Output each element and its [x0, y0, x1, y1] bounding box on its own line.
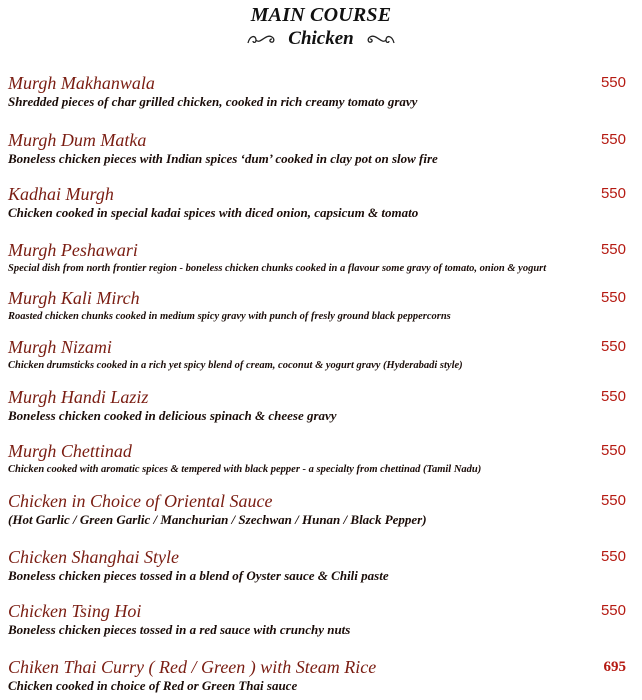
menu-item [8, 657, 634, 694]
item-name: Murgh Handi Laziz [8, 387, 149, 407]
item-price: 550 [600, 492, 626, 509]
item-description: Chicken drumsticks cooked in a rich yet spicy blend of cream, coconut & yogurt gravy (Hyderabadi style) [8, 360, 463, 371]
item-name: Murgh Peshawari [8, 240, 138, 260]
item-description: Special dish from north frontier region - boneless chicken chunks cooked in a flavour some gravy of tomato, onion & yogurt [8, 263, 547, 274]
item-name: Chicken Tsing Hoi [8, 601, 142, 621]
item-description: Boneless chicken pieces tossed in a blend of Oyster sauce & Chili paste [8, 568, 389, 583]
item-price: 550 [600, 131, 626, 148]
item-price: 550 [600, 289, 626, 306]
item-name: Murgh Kali Mirch [8, 288, 140, 308]
item-name: Chicken in Choice of Oriental Sauce [8, 491, 273, 511]
item-description: Chicken cooked in special kadai spices with diced onion, capsicum & tomato [8, 205, 419, 220]
menu-item [8, 184, 634, 221]
item-name: Chicken Shanghai Style [8, 547, 179, 567]
left-flourish-icon [246, 31, 280, 47]
right-flourish-icon [362, 31, 396, 47]
menu-item [8, 337, 634, 374]
menu-item [8, 240, 634, 277]
item-price: 550 [600, 602, 626, 619]
item-name: Murgh Nizami [8, 337, 112, 357]
item-price: 550 [600, 548, 626, 565]
item-name: Murgh Chettinad [8, 441, 132, 461]
item-price: 550 [600, 388, 626, 405]
menu-item [8, 73, 634, 110]
item-price: 550 [600, 185, 626, 202]
item-description: Boneless chicken pieces with Indian spices ‘dum’ cooked in clay pot on slow fire [8, 151, 438, 166]
item-price: 550 [600, 74, 626, 91]
item-name: Chiken Thai Curry ( Red / Green ) with Steam Rice [8, 657, 377, 677]
item-description: Roasted chicken chunks cooked in medium spicy gravy with punch of fresly ground black peppercorns [8, 311, 451, 322]
item-description: Boneless chicken pieces tossed in a red sauce with crunchy nuts [8, 622, 351, 637]
item-description: Chicken cooked with aromatic spices & tempered with black pepper - a specialty from chettinad (Tamil Nadu) [8, 464, 482, 475]
menu-item [8, 387, 634, 424]
section-subtitle: Chicken [288, 28, 354, 49]
item-description: Shredded pieces of char grilled chicken, cooked in rich creamy tomato gravy [8, 94, 418, 109]
item-description: Chicken cooked in choice of Red or Green Thai sauce [8, 678, 298, 693]
menu-item [8, 288, 634, 325]
item-name: Murgh Dum Matka [8, 130, 147, 150]
item-price: 550 [600, 338, 626, 355]
menu-item [8, 601, 634, 638]
item-name: Murgh Makhanwala [8, 73, 155, 93]
menu-item [8, 491, 634, 528]
item-description: Boneless chicken cooked in delicious spinach & cheese gravy [8, 408, 337, 423]
section-title: MAIN COURSE [250, 4, 392, 26]
item-description: (Hot Garlic / Green Garlic / Manchurian / Szechwan / Hunan / Black Pepper) [8, 512, 427, 527]
item-price: 550 [600, 241, 626, 258]
item-price: 695 [603, 659, 626, 675]
menu-item [8, 547, 634, 584]
menu-item [8, 441, 634, 478]
item-price: 550 [600, 442, 626, 459]
item-name: Kadhai Murgh [8, 184, 114, 204]
subtitle-row [0, 28, 642, 50]
menu-item [8, 130, 634, 167]
